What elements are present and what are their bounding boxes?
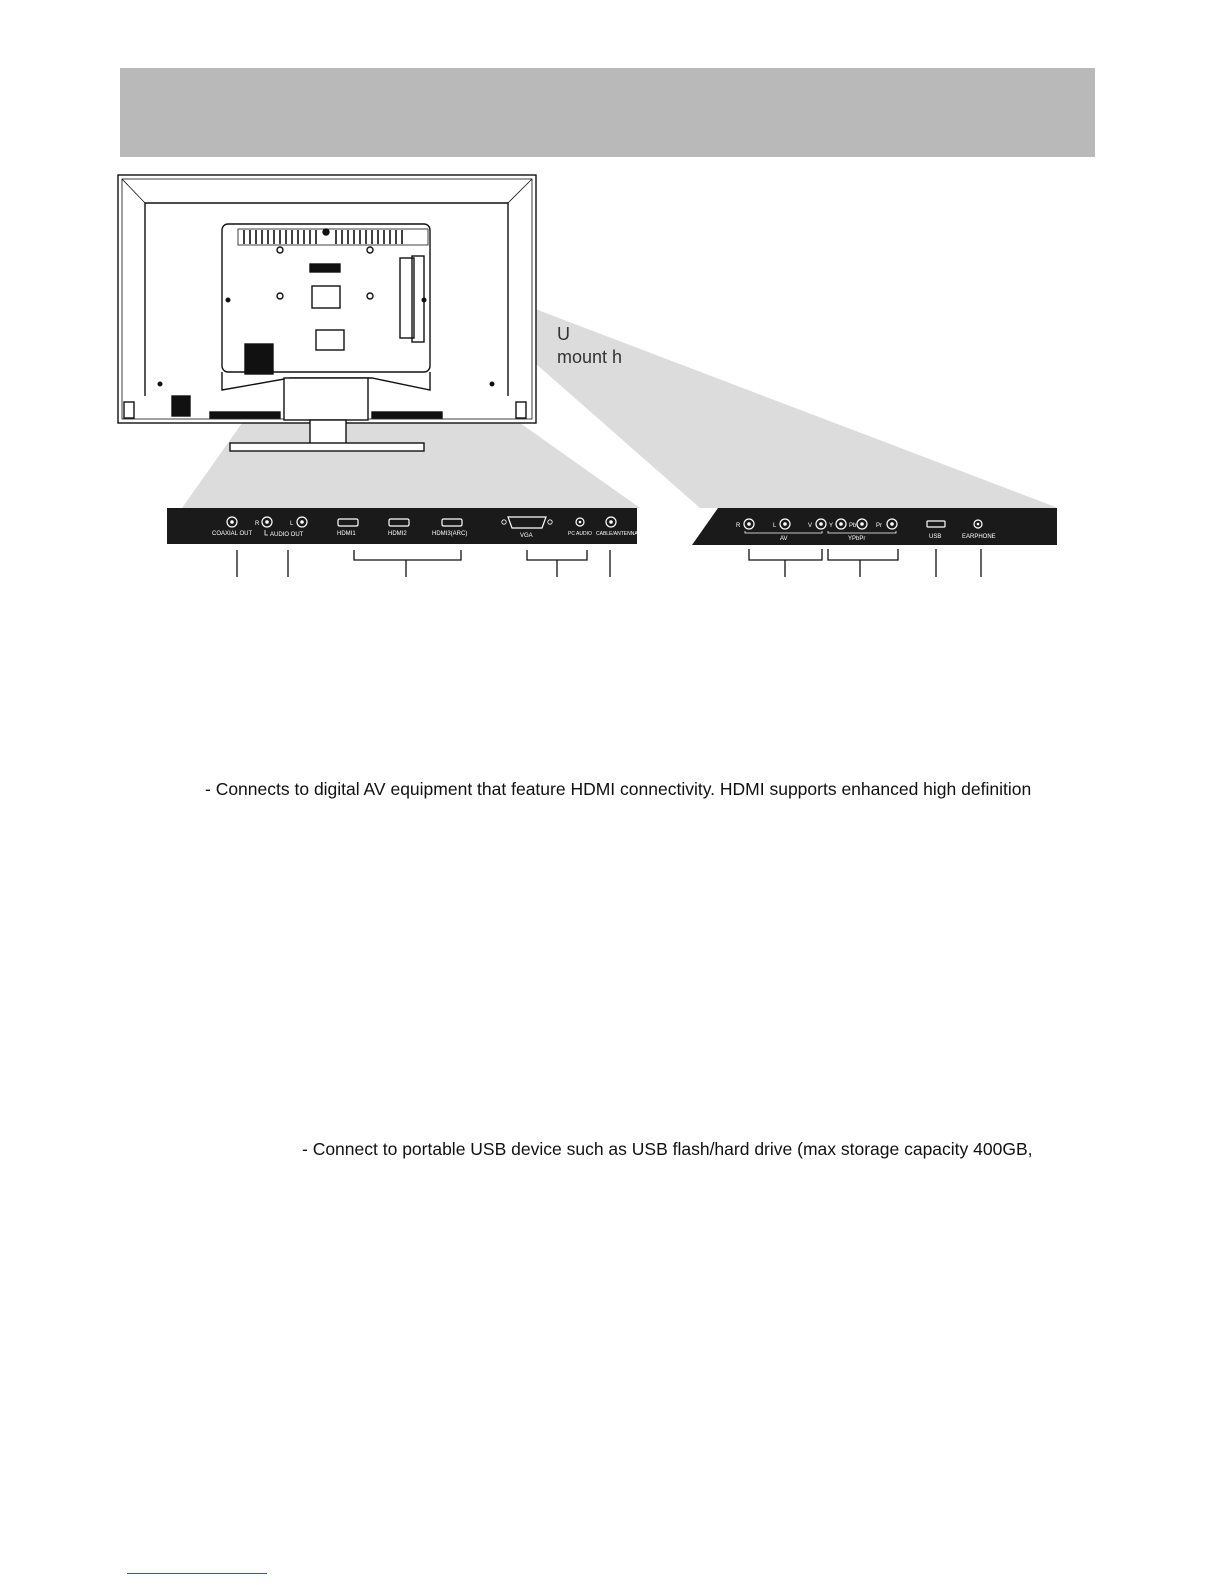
usb-description: - Connect to portable USB device such as USB flash/hard drive (max storage capacity 400GB,: [302, 1139, 1033, 1159]
tv-rear-diagram: [0, 0, 1225, 620]
leader-lines-left: [237, 550, 610, 577]
hdmi1-label: HDMI1: [337, 531, 356, 537]
footer-link-underline: [127, 1573, 267, 1574]
ypbpr-label: YPbPr: [848, 536, 866, 542]
connector-panel-right: [692, 508, 1057, 545]
av-label: AV: [780, 536, 788, 542]
coaxial-out-label: COAXIAL OUT: [212, 531, 253, 537]
hdmi2-label: HDMI2: [388, 531, 407, 537]
hdmi-description: - Connects to digital AV equipment that feature HDMI connectivity. HDMI supports enhanced high definition: [205, 779, 1032, 799]
svg-text:V: V: [808, 523, 813, 529]
callout-line-1: U: [557, 324, 570, 344]
callout-line-2: mount h: [557, 347, 623, 367]
earphone-label: EARPHONE: [962, 534, 996, 540]
hdmi3-label: HDMI3(ARC): [432, 531, 468, 537]
usb-label: USB: [929, 534, 942, 540]
cable-antenna-label: CABLE/ANTENNA: [596, 531, 638, 537]
connector-panel-left: [167, 508, 638, 544]
vga-label: VGA: [520, 533, 533, 539]
tv-back-illustration: [118, 175, 536, 451]
svg-text:Y: Y: [829, 523, 834, 529]
svg-text:Pb: Pb: [849, 523, 857, 529]
audio-out-label: AUDIO OUT: [270, 532, 304, 538]
svg-text:R: R: [736, 523, 741, 529]
svg-text:L: L: [773, 523, 777, 529]
svg-text:Pr: Pr: [876, 523, 882, 529]
svg-text:L: L: [290, 521, 294, 527]
svg-text:R: R: [255, 521, 260, 527]
leader-lines-right: [749, 549, 981, 577]
pc-audio-label: PC AUDIO: [568, 531, 592, 537]
